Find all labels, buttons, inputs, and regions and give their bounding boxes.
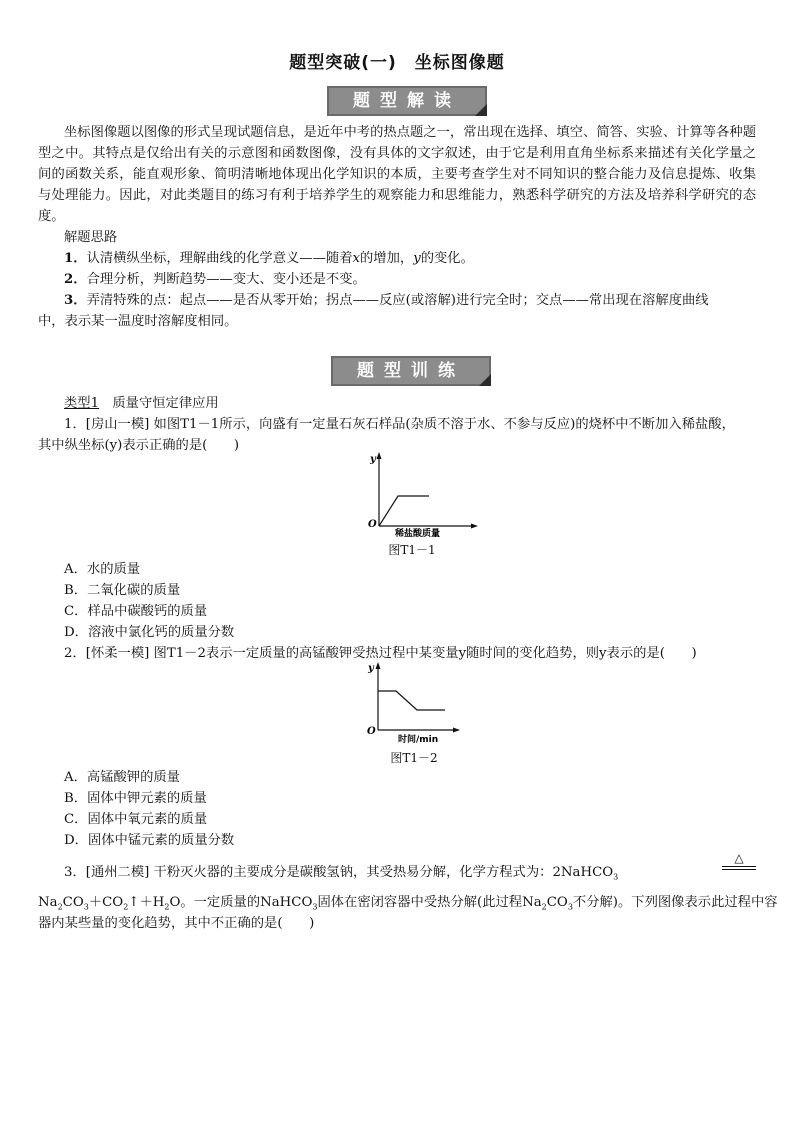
origin-label: O	[367, 726, 376, 737]
option-c: C．样品中碳酸钙的质量	[64, 604, 208, 619]
stem-text: O。一定质量的NaHCO	[169, 895, 313, 910]
subscript: 2	[164, 902, 170, 912]
idea-text: 认清横纵坐标，理解曲线的化学意义——随着	[86, 251, 353, 266]
intro-paragraph: 坐标图像题以图像的形式呈现试题信息，是近年中考的热点题之一，常出现在选择、填空、简答、实验、计算等各种题型之中。其特点是仅给出有关的示意图和函数图像，没有具体的文字叙述，由于它是利用直角坐标系来描述有关化学量之间的函数关系，能直观形象、简明清晰地体现出化学知识的本质，主要考查学生对不同知识的整合能力及信息提炼、收集与处理能力。因此，对此类题目的练习有利于培养学生的观察能力和思维能力，熟悉科学研究的方法及培养科学研究的态度。	[38, 125, 756, 224]
heat-triangle-symbol: △	[734, 851, 744, 865]
figure-t1-1	[362, 450, 482, 538]
formula-part: ＋CO	[88, 895, 124, 910]
x-axis-label: 时间/min	[398, 735, 439, 745]
section-banner-training	[331, 356, 491, 386]
subscript: 2	[57, 902, 63, 912]
idea-3	[64, 290, 709, 311]
x-axis-arrow	[453, 728, 460, 733]
figure-t1-2	[364, 660, 464, 746]
banner-corner-decoration	[475, 104, 487, 116]
option-a: A．水的质量	[64, 562, 141, 577]
formula-part: CO	[546, 895, 568, 910]
question-2-stem: 2．[怀柔一模] 图T1－2表示一定质量的高锰酸钾受热过程中某变量y随时间的变化趋势，则y表示的是( )	[64, 646, 697, 661]
option-a: A．高锰酸钾的质量	[64, 770, 180, 785]
question-3-stem-end: 器内某些量的变化趋势，其中不正确的是( )	[38, 916, 315, 931]
idea-1	[64, 248, 474, 269]
subscript: 3	[83, 902, 89, 912]
page-title: 题型突破(一) 坐标图像题	[289, 53, 505, 73]
subscript: 2	[541, 902, 547, 912]
subscript: 3	[567, 902, 573, 912]
figure-caption: 图T1－2	[390, 751, 438, 765]
idea-number: 2．	[64, 272, 87, 287]
banner-label: 题型训练	[357, 361, 465, 381]
stem-text: 不分解)。下列图像表示此过程中容	[572, 895, 778, 910]
x-axis-label: 稀盐酸质量	[395, 529, 441, 538]
idea-3-continued: 中，表示某一温度时溶解度相同。	[38, 314, 238, 329]
formula-part: Na	[38, 895, 58, 910]
option-d: D．溶液中氯化钙的质量分数	[64, 625, 235, 640]
idea-number: 1．	[64, 251, 87, 266]
formula-part: CO	[62, 895, 84, 910]
x-axis-arrow	[471, 524, 478, 529]
reaction-condition	[722, 852, 756, 870]
formula-part: ↑＋H	[128, 895, 165, 910]
y-axis-label: y	[370, 454, 376, 465]
idea-text: 的变化。	[420, 251, 474, 266]
banner-corner-decoration	[479, 374, 491, 386]
y-axis-label: y	[368, 663, 374, 674]
curve	[379, 496, 429, 526]
idea-text: 合理分析，判断趋势——变大、变小还是不变。	[86, 272, 366, 287]
section-banner-analysis	[327, 86, 487, 116]
idea-number: 3．	[64, 293, 87, 308]
y-axis-arrow	[377, 452, 382, 459]
variable-x: x	[352, 251, 360, 266]
option-b: B．二氧化碳的质量	[64, 583, 181, 598]
option-c: C．固体中氧元素的质量	[64, 812, 208, 827]
subscript: 3	[312, 902, 318, 912]
idea-2	[64, 269, 366, 290]
subscript: 2	[123, 902, 129, 912]
idea-text: 弄清特殊的点：起点——是否从零开始；拐点——反应(或溶解)进行完全时；交点——常出现在溶解度曲线	[86, 293, 709, 308]
type-heading	[64, 393, 219, 414]
option-d: D．固体中锰元素的质量分数	[64, 833, 235, 848]
option-b: B．固体中钾元素的质量	[64, 791, 207, 806]
type-label: 类型1	[64, 396, 100, 411]
origin-label: O	[368, 519, 377, 530]
variable-y: y	[413, 251, 421, 266]
idea-text: 的增加，	[360, 251, 414, 266]
y-axis-arrow	[376, 662, 381, 669]
subscript: 3	[613, 872, 619, 882]
curve	[378, 691, 445, 710]
figure-caption: 图T1－1	[388, 543, 436, 557]
stem-text: 3．[通州二模] 干粉灭火器的主要成分是碳酸氢钠，其受热易分解，化学方程式为：2NaHCO	[64, 865, 614, 880]
type-title: 质量守恒定律应用	[112, 396, 219, 411]
ideas-title: 解题思路	[64, 230, 118, 245]
banner-label: 题型解读	[353, 91, 461, 111]
question-1-stem-continued: 其中纵坐标(y)表示正确的是( )	[38, 438, 240, 453]
equals-sign	[722, 866, 756, 870]
question-1-stem: 1．[房山一模] 如图T1－1所示，向盛有一定量石灰石样品(杂质不溶于水、不参与反应)的烧杯中不断加入稀盐酸，	[64, 417, 735, 432]
stem-text: 固体在密闭容器中受热分解(此过程Na	[317, 895, 542, 910]
question-3-stem	[64, 862, 618, 888]
